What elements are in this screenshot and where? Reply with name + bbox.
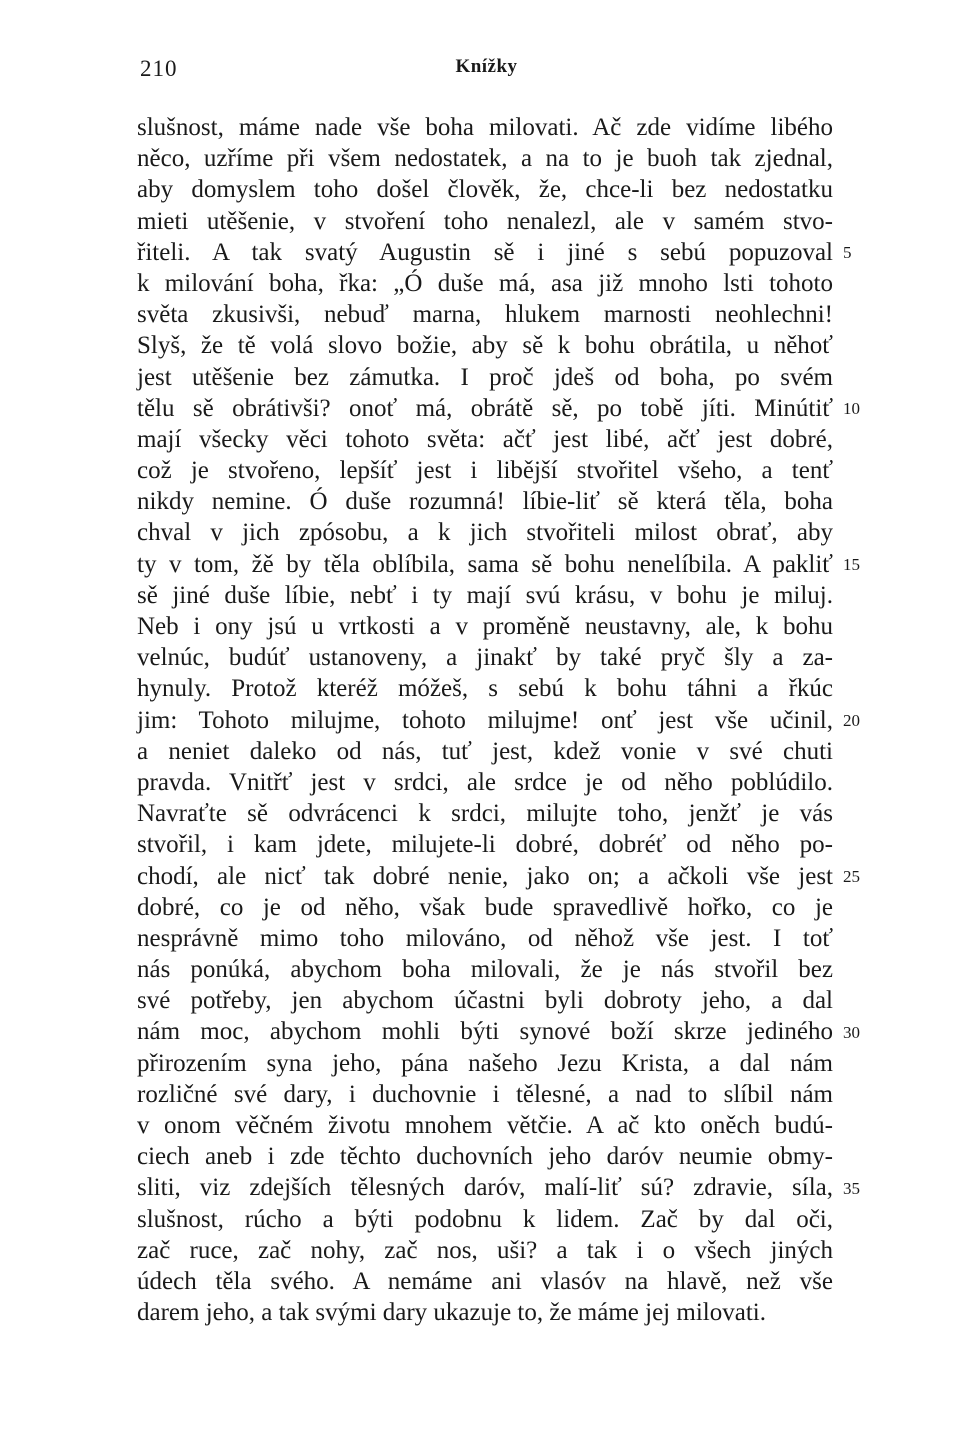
text-line: nám moc, abychom mohli býti synové boží skrze jediného [137,1018,833,1046]
text-line: tělu sě obrátivši? onoť má, obrátě sě, po tobě jíti. Minútiť [137,394,833,422]
line-number: 15 [843,554,860,574]
text-line: ciech aneb i zde těchto duchovních jeho daróv neumie obmy- [137,1143,833,1171]
text-line: mieti utěšenie, v stvoření toho nenalezl, ale v samém stvo- [137,207,833,235]
text-line: chval v jich zpósobu, a k jich stvořiteli milost obrať, aby [137,519,833,547]
text-line: zač ruce, zač nohy, zač nos, uši? a tak i o všech jiných [137,1236,833,1264]
text-line: přirozením syna jeho, pána našeho Jezu Krista, a dal nám [137,1049,833,1077]
line-number: 35 [843,1178,860,1198]
text-line: hynuly. Protož kteréž móžeš, s sebú k bohu táhni a řkúc [137,675,833,703]
text-line: slušnost, máme nade vše boha milovati. Ač zde vidíme libého [137,114,833,141]
text-line: chodí, ale nicť tak dobré nenie, jako on; a ačkoli vše jest [137,862,833,890]
text-line: pravda. Vnitřť jest v srdci, ale srdce je od něho poblúdilo. [137,768,833,796]
text-line: v onom věčném životu mnohem větčie. A ač kto oněch budú- [137,1112,833,1139]
text-line: stvořil, i kam jdete, milujete-li dobré, dobréť od něho po- [137,831,833,859]
text-line: sě jiné duše líbie, nebť i ty mají svú krásu, v bohu je miluj. [137,581,833,609]
text-line: nikdy nemine. Ó duše rozumná! líbie-liť sě která těla, boha [137,488,833,516]
line-number: 5 [843,242,852,262]
text-line: Slyš, že tě volá slovo božie, aby sě k bohu obrátila, u něhoť [137,332,833,360]
text-line: nás ponúká, abychom boha milovali, že je nás stvořil bez [137,956,833,984]
text-body [137,112,833,1328]
page-number: 210 [140,56,178,81]
running-title: Knížky [455,56,518,77]
text-line: údech těla svého. A nemáme ani vlasóv na hlavě, než vše [137,1267,833,1295]
text-line: nesprávně mimo toho milováno, od něhož vše jest. I toť [137,924,833,952]
text-line: Neb i ony jsú u vrtkosti a v proměně neustavny, ale, k bohu [137,613,833,640]
text-line: slušnost, rúcho a býti podobnu k lidem. Zač by dal oči, [137,1205,833,1233]
text-line: jim: Tohoto milujme, tohoto milujme! onť jest vše učinil, [137,706,833,734]
text-line: jest utěšenie bez zámutka. I proč jdeš od boha, po svém [137,363,833,391]
text-line: ty v tom, žě by těla oblíbila, sama sě bohu nenelíbila. A pakliť [137,550,833,578]
text-line: darem jeho, a tak svými dary ukazuje to, že máme jej milovati. [137,1299,766,1327]
text-line: řiteli. A tak svatý Augustin sě i jiné s sebú popuzoval [137,238,833,266]
text-line: velnúc, budúť ustanoveny, a jinakť by také pryč šly a za- [137,644,833,672]
text-line: sliti, viz zdejších tělesných daróv, malí-liť sú? zdravie, síla, [137,1174,833,1202]
text-line: a neniet daleko od nás, tuť jest, kdež vonie v své chuti [137,737,833,765]
text-line: což je stvořeno, lepšíť jest i libější stvořitel všeho, a tenť [137,457,833,485]
page-header [140,56,833,86]
text-line: Navraťte sě odvrácenci k srdci, milujte toho, jenžť je vás [137,800,833,828]
text-line: dobré, co je od něho, však bude spravedlivě hořko, co je [137,893,833,921]
text-line: k milování boha, řka: „Ó duše má, asa již mnoho lsti tohoto [137,269,833,297]
line-number: 25 [843,866,860,886]
text-line: rozličné své dary, i duchovnie i tělesné, a nad to slíbil nám [137,1080,833,1108]
line-number: 30 [843,1022,860,1042]
line-number: 20 [843,710,860,730]
text-line: aby domyslem toho došel člověk, že, chce-li bez nedostatku [137,176,833,204]
line-number: 10 [843,398,860,418]
text-line: mají všecky věci tohoto světa: ačť jest libé, ačť jest dobré, [137,425,833,453]
text-line: své potřeby, jen abychom účastni byli dobroty jeho, a dal [137,987,833,1015]
text-line: světa zkusivši, nebuď marna, hlukem marnosti neohlechni! [137,301,833,329]
text-line: něco, uzříme při všem nedostatek, a na to je buoh tak zjednal, [137,145,833,173]
